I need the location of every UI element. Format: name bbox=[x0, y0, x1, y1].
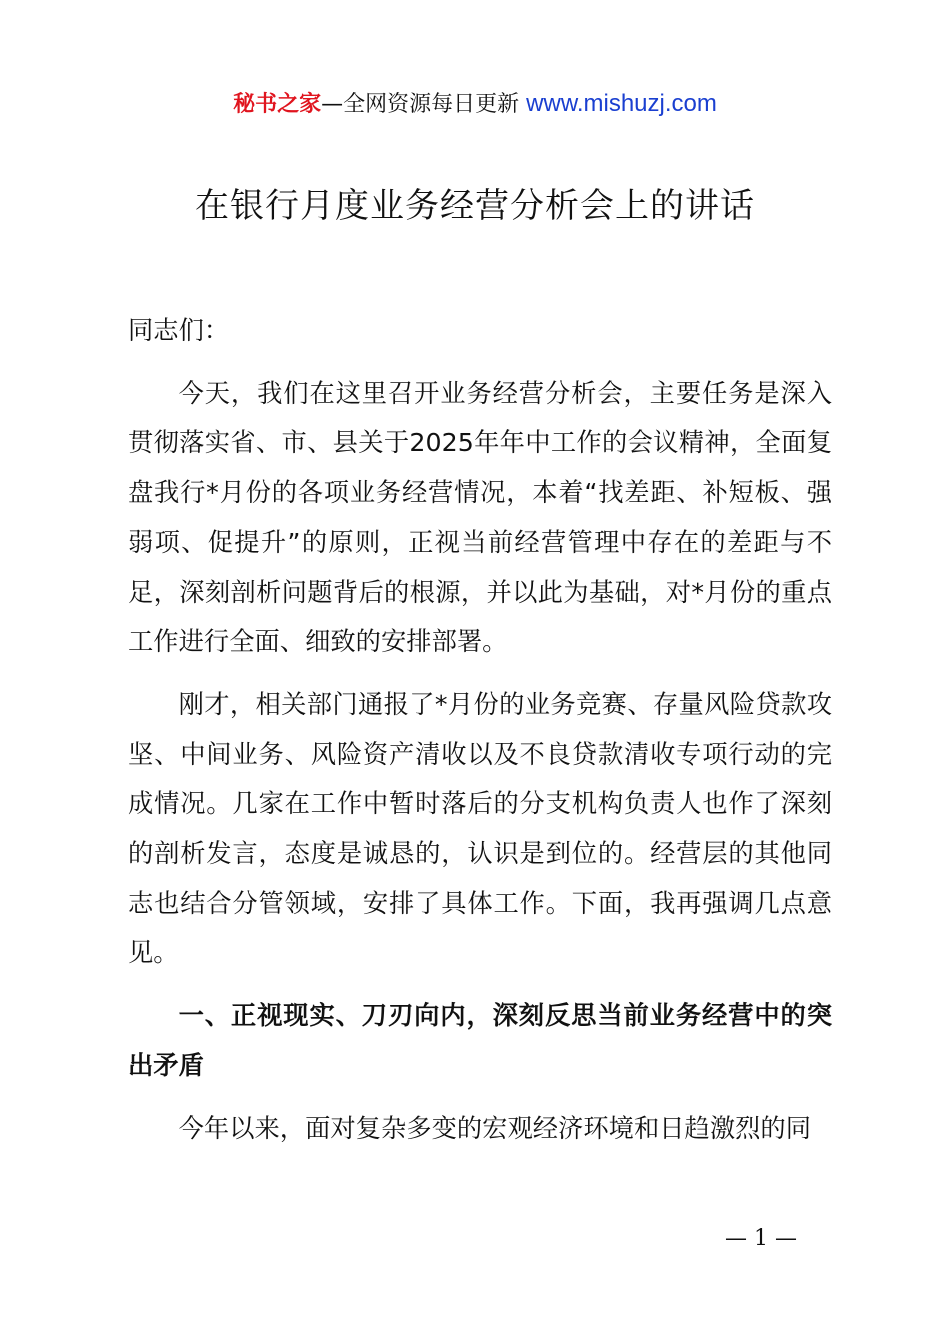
salutation: 同志们： bbox=[128, 316, 230, 345]
document-body bbox=[128, 306, 832, 1153]
paragraph-review: 刚才，相关部门通报了*月份的业务竞赛、存量风险贷款攻坚、中间业务、风险资产清收以及不良贷款清收专项行动的完成情况。几家在工作中暂时落后的分支机构负责人也作了深刻的剖析发言，态度是诚恳的，认识是到位的。经营层的其他同志也结合分管领域，安排了具体工作。下面，我再强调几点意见。 bbox=[128, 689, 832, 968]
document-title: 在银行月度业务经营分析会上的讲话 bbox=[195, 186, 755, 226]
site-header bbox=[0, 88, 950, 121]
brand-name: 秘书之家 bbox=[233, 92, 322, 117]
section-heading: 一、正视现实、刀刃向内，深刻反思当前业务经营中的突出矛盾 bbox=[128, 1001, 832, 1080]
paragraph-opening: 今天，我们在这里召开业务经营分析会，主要任务是深入贯彻落实省、市、县关于2025年年中工作的会议精神，全面复盘我行*月份的各项业务经营情况，本着“找差距、补短板、强弱项、促提升”的原则，正视当前经营管理中存在的差距与不足，深刻剖析问题背后的根源，并以此为基础，对*月份的重点工作进行全面、细致的安排部署。 bbox=[128, 378, 832, 657]
site-url[interactable]: www.mishuzj.com bbox=[526, 90, 717, 117]
header-slogan: —全网资源每日更新 bbox=[321, 92, 520, 117]
paragraph-continued: 今年以来，面对复杂多变的宏观经济环境和日趋激烈的同 bbox=[178, 1113, 812, 1143]
page-number: — 1 — bbox=[725, 1226, 797, 1251]
